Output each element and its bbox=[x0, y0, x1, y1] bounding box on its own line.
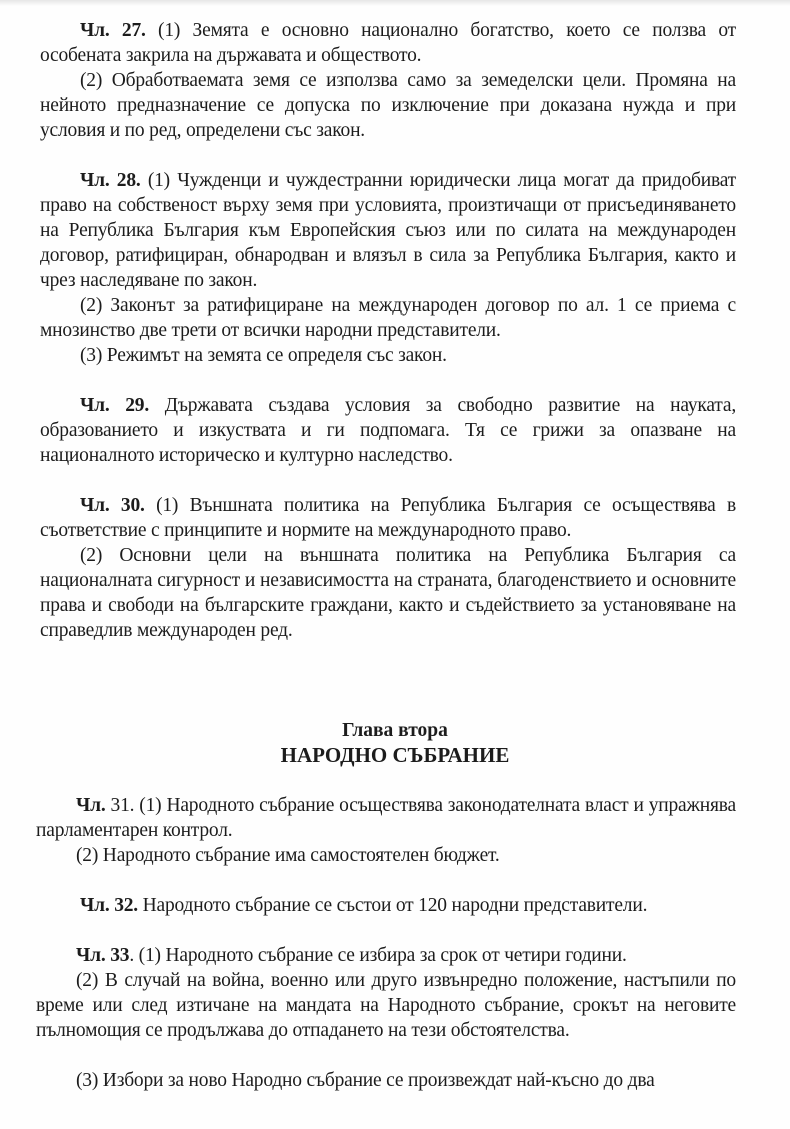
article-29-para-1: Чл. 29. Държавата създава условия за свободно развитие на науката, образованието и изкуствата и ги подпомага. Тя се грижи за опазване на националното историческо и културно наследство. bbox=[40, 395, 736, 466]
article-33-para-3: (3) Избори за ново Народно събрание се произвеждат най-късно до два bbox=[76, 1070, 655, 1091]
article-label: Чл. 29. bbox=[80, 395, 150, 416]
page-top-edge bbox=[0, 0, 790, 6]
article-31-para-1: Чл. 31. (1) Народното събрание осъществява законодателната власт и упражнява парламентарен контрол. bbox=[36, 795, 736, 841]
article-label: Чл. 27. bbox=[80, 20, 146, 41]
article-33-para-1: Чл. 33. (1) Народното събрание се избира за срок от четири години. bbox=[76, 945, 627, 966]
article-28-para-3: (3) Режимът на земята се определя със закон. bbox=[80, 345, 447, 366]
article-27-para-2: (2) Обработваемата земя се използва само за земеделски цели. Промяна на нейното предназначение се допуска по изключение при доказана нужда и при условия и по ред, определени със закон. bbox=[40, 70, 736, 141]
article-label: Чл. 32. bbox=[80, 895, 138, 916]
article-28-para-1: Чл. 28. (1) Чужденци и чуждестранни юридически лица могат да придобиват право на собственост върху земя при условията, произтичащи от присъединяването на Република България към Европейския съюз или по силата на международен договор, ратифициран, обнародван и влязъл в сила за Република България, както и чрез наследяване по закон. bbox=[40, 170, 736, 291]
article-30-para-2: (2) Основни цели на външната политика на Република България са националната сигурност и независимостта на страната, благоденствието и основните права и свободи на българските граждани, както и съдействието за установяване на справедлив международен ред. bbox=[40, 545, 736, 641]
article-32-para-1: Чл. 32. Народното събрание се състои от 120 народни представители. bbox=[80, 895, 648, 916]
article-label: Чл. 30. bbox=[80, 495, 145, 516]
article-label: Чл. 33 bbox=[76, 945, 130, 966]
article-31-para-2: (2) Народното събрание има самостоятелен бюджет. bbox=[76, 845, 500, 866]
article-33-para-2: (2) В случай на война, военно или друго извънредно положение, настъпили по време или след изтичане на мандата на Народното събрание, срокът на неговите пълномощия се продължава до отпадането на тези обстоятелства. bbox=[36, 970, 736, 1041]
article-label: Чл. 28. bbox=[80, 170, 141, 191]
article-30-para-1: Чл. 30. (1) Външната политика на Република България се осъществява в съответствие с принципите и нормите на международното право. bbox=[40, 495, 736, 541]
article-label: Чл. bbox=[76, 795, 106, 816]
chapter-number: Глава втора bbox=[342, 720, 448, 741]
article-28-para-2: (2) Законът за ратифициране на международен договор по ал. 1 се приема с мнозинство две трети от всички народни представители. bbox=[40, 295, 736, 341]
article-27-para-1: Чл. 27. (1) Земята е основно национално богатство, което се ползва от особената закрила на държавата и обществото. bbox=[40, 20, 736, 66]
chapter-title: НАРОДНО СЪБРАНИЕ bbox=[280, 743, 510, 767]
